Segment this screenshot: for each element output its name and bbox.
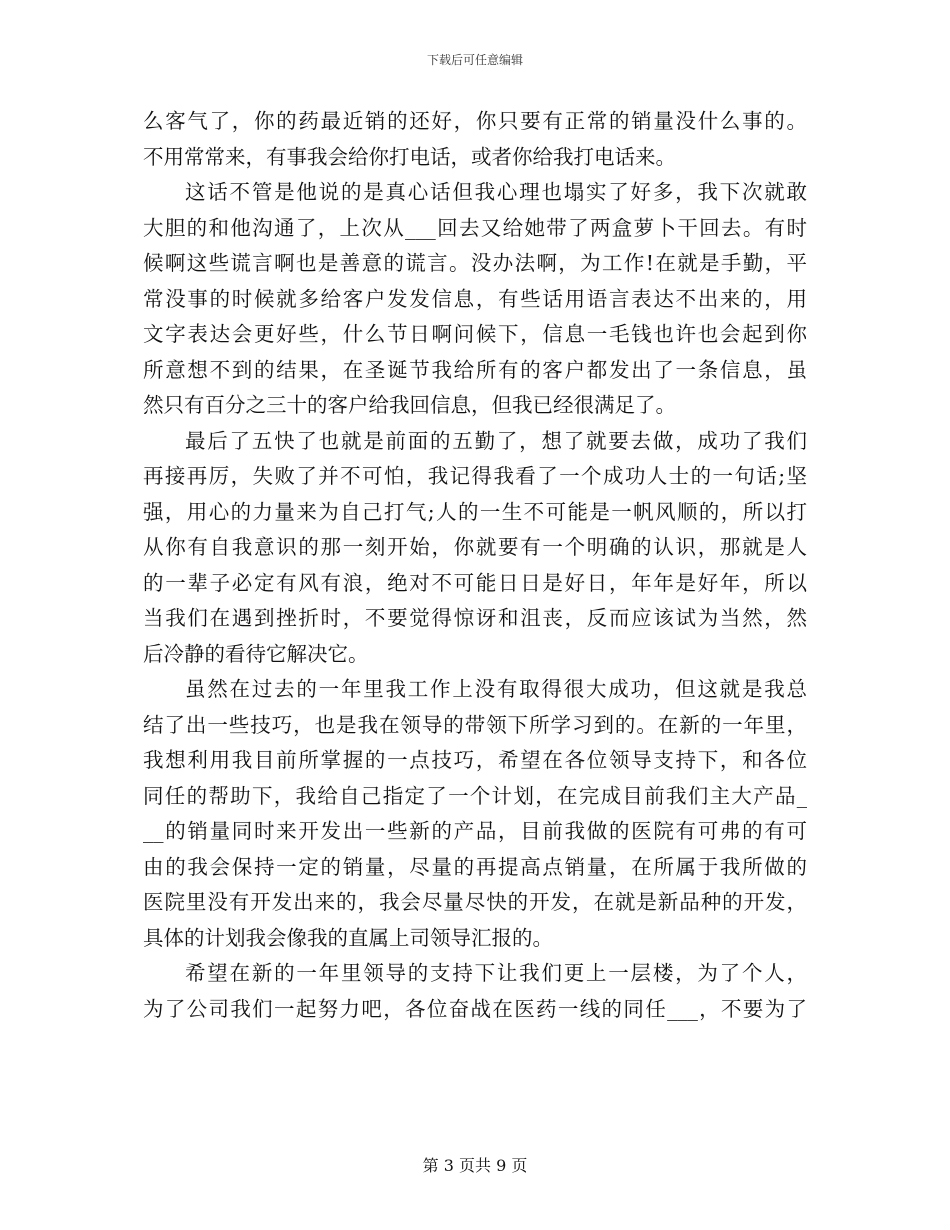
text-line: 同任的帮助下，我给自己指定了一个计划，在完成目前我们主大产品_: [143, 783, 807, 808]
text-line: 所意想不到的结果，在圣诞节我给所有的客户都发出了一条信息，虽: [143, 357, 807, 382]
text-line: 结了出一些技巧，也是我在领导的带领下所学习到的。在新的一年里，: [143, 712, 807, 737]
text-line: 为了公司我们一起努力吧，各位奋战在医药一线的同任___，不要为了: [143, 996, 807, 1021]
text-line: 当我们在遇到挫折时，不要觉得惊讶和沮丧，反而应该试为当然，然: [143, 606, 807, 630]
text-line: 希望在新的一年里领导的支持下让我们更上一层楼，为了个人，: [185, 961, 807, 985]
text-line: 大胆的和他沟通了，上次从___回去又给她带了两盒萝卜干回去。有时: [143, 215, 807, 240]
text-line: 后冷静的看待它解决它。: [143, 641, 369, 666]
text-line: 不用常常来，有事我会给你打电话，或者你给我打电话来。: [143, 144, 676, 169]
text-line: 我想利用我目前所掌握的一点技巧，希望在各位领导支持下，和各位: [143, 748, 807, 772]
text-line: 虽然在过去的一年里我工作上没有取得很大成功，但这就是我总: [185, 677, 807, 701]
text-line: __的销量同时来开发出一些新的产品，目前我做的医院有可弗的有可: [143, 819, 807, 843]
text-line: 常没事的时候就多给客户发发信息，有些话用语言表达不出来的，用: [143, 286, 807, 311]
text-line: 由的我会保持一定的销量，尽量的再提高点销量，在所属于我所做的: [143, 854, 807, 879]
text-line: 然只有百分之三十的客户给我回信息，但我已经很满足了。: [143, 393, 676, 417]
text-line: 么客气了，你的药最近销的还好，你只要有正常的销量没什么事的。: [143, 109, 807, 133]
text-line: 的一辈子必定有风有浪，绝对不可能日日是好日，年年是好年，所以: [143, 570, 807, 595]
page-header-note: 下载后可任意编辑: [426, 53, 523, 67]
document-body: [143, 104, 807, 1027]
page-number: 第 3 页共 9 页: [422, 1156, 528, 1175]
text-line: 这话不管是他说的是真心话但我心理也塌实了好多，我下次就敢: [185, 180, 807, 204]
text-line: 再接再厉，失败了并不可怕，我记得我看了一个成功人士的一句话;坚: [143, 464, 807, 488]
text-line: 候啊这些谎言啊也是善意的谎言。没办法啊，为工作!在就是手勤，平: [143, 251, 807, 275]
text-line: 文字表达会更好些，什么节日啊问候下，信息一毛钱也许也会起到你: [143, 322, 807, 346]
text-line: 最后了五快了也就是前面的五勤了，想了就要去做，成功了我们: [185, 428, 807, 453]
text-line: 具体的计划我会像我的直属上司领导汇报的。: [143, 925, 553, 950]
text-line: 从你有自我意识的那一刻开始，你就要有一个明确的认识，那就是人: [143, 535, 807, 559]
text-line: 医院里没有开发出来的，我会尽量尽快的开发，在就是新品种的开发，: [143, 890, 807, 914]
text-line: 强，用心的力量来为自己打气;人的一生不可能是一帆风顺的，所以打: [143, 499, 807, 524]
